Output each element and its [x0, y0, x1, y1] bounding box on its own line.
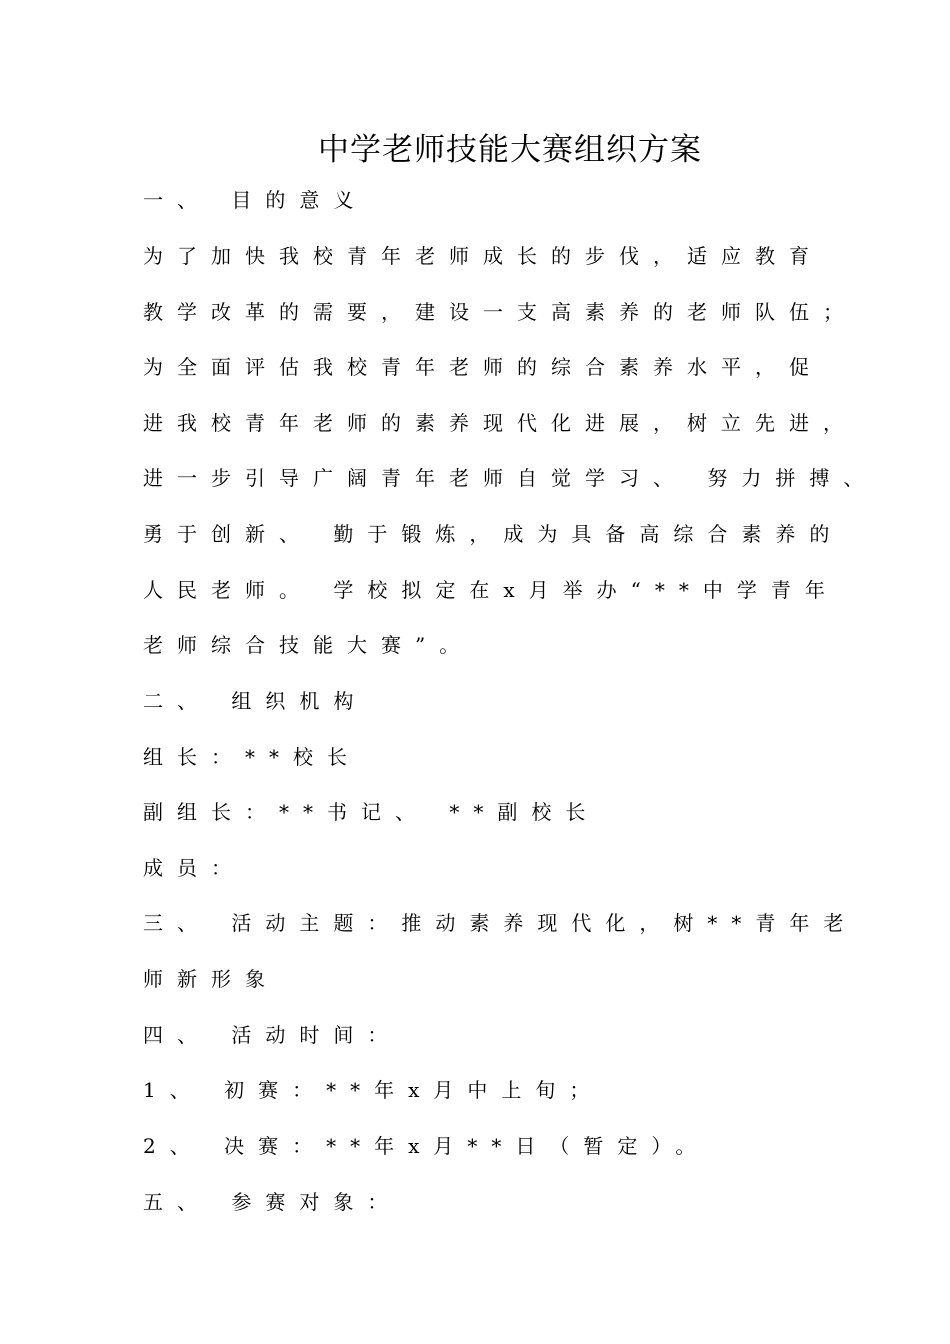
paragraph-line: 进一步引导广阔青年老师自觉学习、 努力拼搏、 — [143, 466, 878, 490]
paragraph-line: 为了加快我校青年老师成长的步伐，适应教育 — [143, 244, 823, 268]
paragraph-line: 勇于创新、 勤于锻炼，成为具备高综合素养的 — [143, 522, 844, 546]
section-heading-theme: 三、 活动主题：推动素养现代化，树**青年老 — [143, 911, 858, 935]
paragraph-line: 人民老师。 学校拟定在x月举办“**中学青年 — [143, 578, 839, 602]
document-title: 中学老师技能大赛组织方案 — [318, 132, 702, 168]
schedule-item-final: 2、 决赛：**年x月**日（暂定）。 — [143, 1134, 710, 1158]
deputy-leader-line: 副组长：**书记、 **副校长 — [143, 800, 600, 824]
members-line: 成员： — [143, 856, 245, 880]
leader-line: 组长：**校长 — [143, 745, 361, 769]
schedule-item-preliminary: 1、 初赛：**年x月中上旬； — [143, 1078, 604, 1102]
section-heading-organization: 二、 组织机构 — [143, 689, 368, 713]
paragraph-line: 教学改革的需要，建设一支高素养的老师队伍； — [143, 300, 857, 324]
section-heading-purpose: 一、 目的意义 — [143, 188, 368, 212]
paragraph-line: 为全面评估我校青年老师的综合素养水平，促 — [143, 355, 823, 379]
paragraph-line: 师新形象 — [143, 967, 279, 991]
paragraph-line: 老师综合技能大赛”。 — [143, 633, 474, 657]
section-heading-time: 四、 活动时间： — [143, 1023, 402, 1047]
section-heading-participants: 五、 参赛对象： — [143, 1190, 402, 1214]
paragraph-line: 进我校青年老师的素养现代化进展，树立先进， — [143, 411, 857, 435]
